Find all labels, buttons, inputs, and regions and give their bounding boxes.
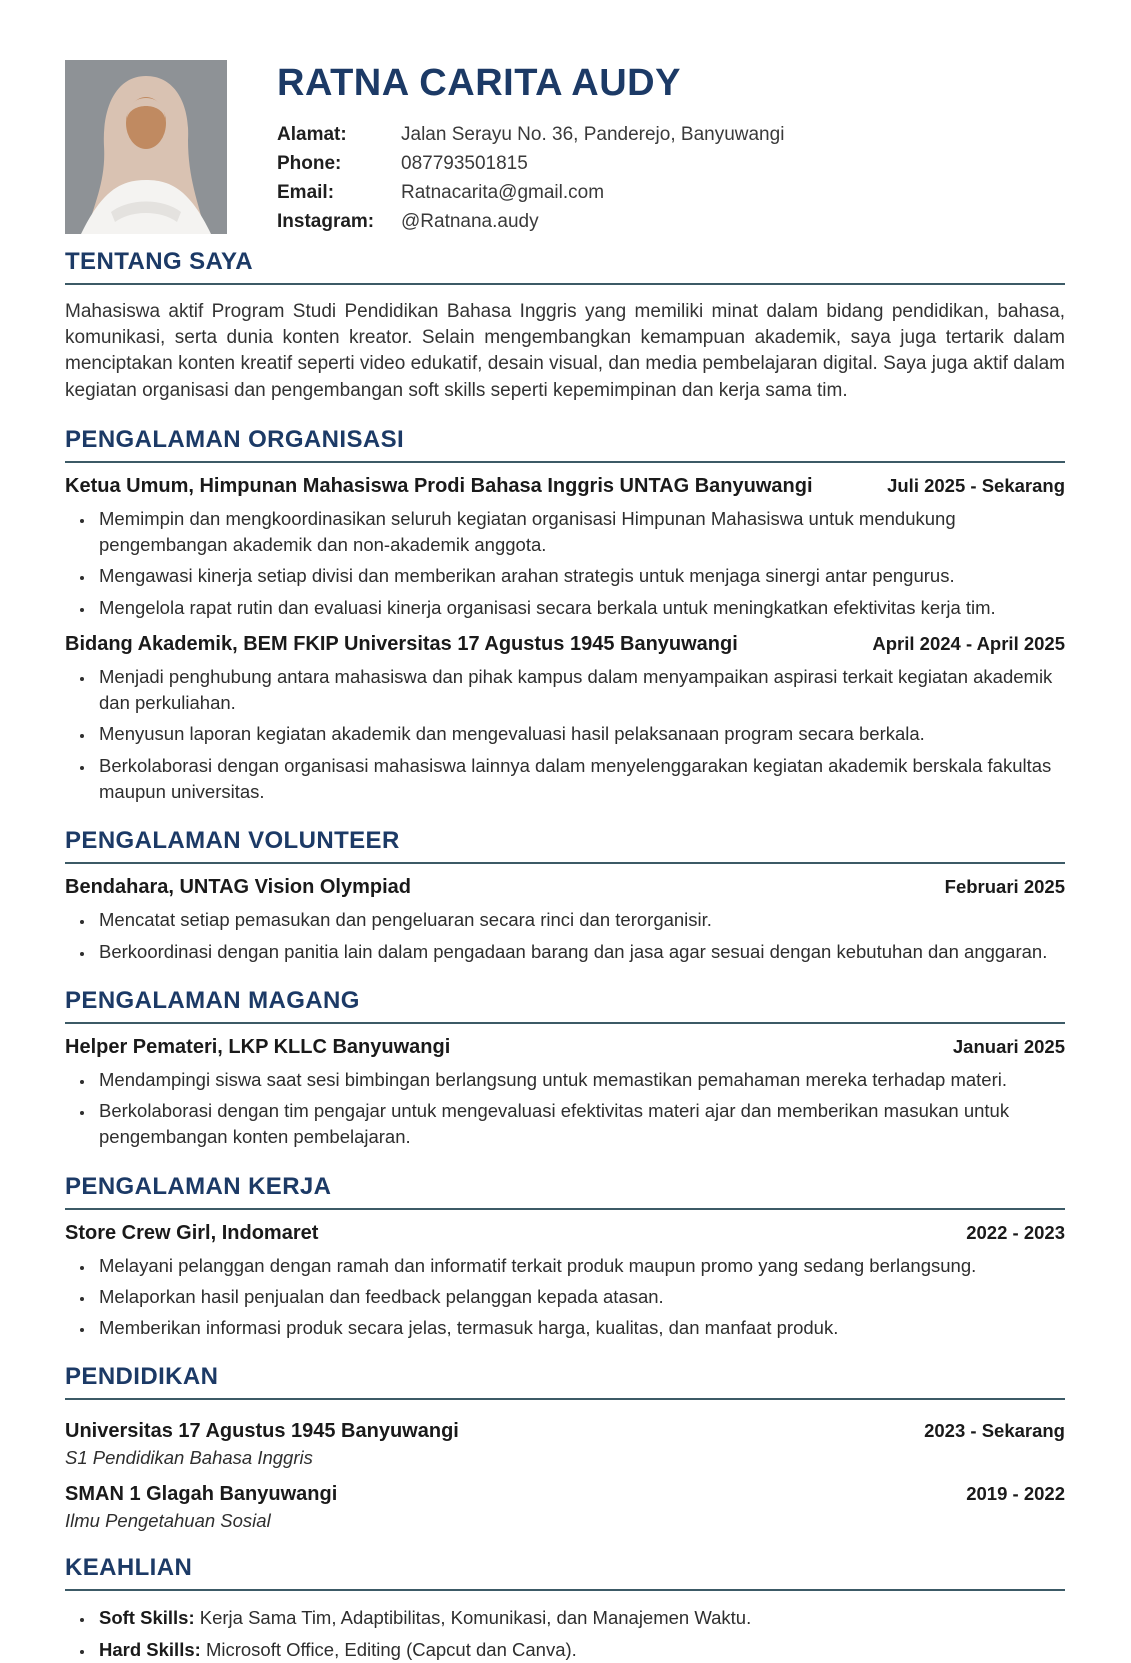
entry-date: Februari 2025 [944, 876, 1065, 898]
entry-header [65, 1036, 1065, 1059]
entry-role: Ketua Umum, Himpunan Mahasiswa Prodi Bahasa Inggris UNTAG Banyuwangi [65, 474, 813, 497]
header [65, 60, 1065, 234]
organisasi-entry [65, 633, 1065, 805]
entry-date: 2019 - 2022 [966, 1483, 1065, 1505]
section-divider [65, 283, 1065, 285]
bullet-item: • Menjadi penghubung antara mahasiswa dan pihak kampus dalam menyampaikan aspirasi terkait kegiatan akademik dan perkuliahan. [95, 664, 1065, 717]
section-pengalaman-kerja [65, 1173, 1065, 1342]
contact-value-phone: 087793501815 [401, 152, 528, 174]
section-pengalaman-magang [65, 987, 1065, 1151]
skills-list [65, 1605, 1065, 1663]
section-divider [65, 862, 1065, 864]
entry-date: Juli 2025 - Sekarang [887, 474, 1065, 496]
section-divider [65, 1589, 1065, 1591]
entry-role: Bendahara, UNTAG Vision Olympiad [65, 876, 411, 899]
bullet-item: • Mencatat setiap pemasukan dan pengeluaran secara rinci dan terorganisir. [95, 907, 1065, 933]
resume-page [65, 60, 1065, 1663]
section-divider [65, 1208, 1065, 1210]
school-name: SMAN 1 Glagah Banyuwangi [65, 1483, 338, 1506]
section-title-pengalaman-kerja: PENGALAMAN KERJA [65, 1172, 332, 1200]
skill-label: Soft Skills: [99, 1607, 195, 1629]
contact-info [277, 124, 1065, 233]
bullet-item: • Melaporkan hasil penjualan dan feedback pelanggan kepada atasan. [95, 1284, 1065, 1310]
entry-role: Bidang Akademik, BEM FKIP Universitas 17 Agustus 1945 Banyuwangi [65, 632, 738, 655]
bullet-item: • Berkoordinasi dengan panitia lain dalam pengadaan barang dan jasa agar sesuai dengan kebutuhan dan anggaran. [95, 939, 1065, 965]
school-name: Universitas 17 Agustus 1945 Banyuwangi [65, 1420, 459, 1443]
magang-entry [65, 1036, 1065, 1151]
entry-bullets [65, 907, 1065, 965]
volunteer-entry [65, 876, 1065, 965]
entry-header [65, 1483, 1065, 1506]
person-name: RATNA CARITA AUDY [277, 62, 681, 104]
entry-header [65, 876, 1065, 899]
skill-value: Kerja Sama Tim, Adaptibilitas, Komunikasi, dan Manajemen Waktu. [199, 1607, 752, 1629]
entry-role: Store Crew Girl, Indomaret [65, 1221, 319, 1244]
study-program: S1 Pendidikan Bahasa Inggris [65, 1447, 313, 1469]
bullet-item: • Melayani pelanggan dengan ramah dan informatif terkait produk maupun promo yang sedang berlangsung. [95, 1253, 1065, 1279]
section-title-tentang-saya: TENTANG SAYA [65, 248, 253, 275]
bullet-item: • Mengawasi kinerja setiap divisi dan memberikan arahan strategis untuk menjaga sinergi antar pengurus. [95, 563, 1065, 589]
about-paragraph: Mahasiswa aktif Program Studi Pendidikan Bahasa Inggris yang memiliki minat dalam bidang pendidikan, bahasa, komunikasi, serta dunia konten kreator. Selain mengembangkan kemampuan akademik, saya juga tertarik dalam menciptakan konten kreatif seperti video edukatif, desain visual, dan media pembelajaran digital. Saya juga aktif dalam kegiatan organisasi dan pengembangan soft skills seperti kepemimpinan dan kerja sama tim. [65, 301, 1065, 401]
entry-header [65, 633, 1065, 656]
section-divider [65, 1398, 1065, 1400]
section-title-pengalaman-magang: PENGALAMAN MAGANG [65, 986, 360, 1014]
contact-label-email: Email: [277, 181, 335, 203]
entry-bullets [65, 506, 1065, 621]
section-pendidikan [65, 1363, 1065, 1532]
section-keahlian [65, 1554, 1065, 1663]
contact-value-email: Ratnacarita@gmail.com [401, 181, 605, 203]
entry-date: Januari 2025 [952, 1035, 1065, 1057]
entry-header [65, 1420, 1065, 1443]
profile-photo [65, 60, 227, 234]
skill-value: Microsoft Office, Editing (Capcut dan Canva). [205, 1638, 577, 1660]
kerja-entry [65, 1222, 1065, 1342]
section-pengalaman-volunteer [65, 827, 1065, 965]
study-program: Ilmu Pengetahuan Sosial [65, 1510, 271, 1532]
entry-header [65, 1222, 1065, 1245]
contact-label-instagram: Instagram: [277, 210, 375, 232]
bullet-item: • Mengelola rapat rutin dan evaluasi kinerja organisasi secara berkala untuk meningkatkan efektivitas kerja tim. [95, 595, 1065, 621]
entry-header [65, 475, 1065, 498]
contact-label-phone: Phone: [277, 152, 342, 174]
section-title-pengalaman-volunteer: PENGALAMAN VOLUNTEER [65, 827, 400, 855]
contact-value-instagram: @Ratnana.audy [401, 210, 539, 232]
skill-item-hard [95, 1637, 1065, 1663]
bullet-item: • Memberikan informasi produk secara jelas, termasuk harga, kualitas, dan manfaat produk. [95, 1315, 1065, 1341]
entry-date: April 2024 - April 2025 [872, 632, 1065, 654]
entry-bullets [65, 664, 1065, 805]
bullet-item: • Berkolaborasi dengan tim pengajar untuk mengevaluasi efektivitas materi ajar dan memberikan masukan untuk pengembangan konten pembelajaran. [95, 1098, 1065, 1151]
organisasi-entry [65, 475, 1065, 621]
pendidikan-entry [65, 1420, 1065, 1469]
pendidikan-entry [65, 1483, 1065, 1532]
entry-bullets [65, 1253, 1065, 1342]
bullet-item: • Memimpin dan mengkoordinasikan seluruh kegiatan organisasi Himpunan Mahasiswa untuk mendukung pengembangan akademik dan non-akademik anggota. [95, 506, 1065, 559]
skill-item-soft [95, 1605, 1065, 1631]
bullet-item: • Menyusun laporan kegiatan akademik dan mengevaluasi hasil pelaksanaan program secara berkala. [95, 721, 1065, 747]
contact-value-alamat: Jalan Serayu No. 36, Panderejo, Banyuwangi [401, 123, 785, 145]
header-identity [277, 60, 1065, 233]
entry-role: Helper Pemateri, LKP KLLC Banyuwangi [65, 1035, 451, 1058]
section-tentang-saya [65, 248, 1065, 404]
section-title-keahlian: KEAHLIAN [65, 1554, 193, 1582]
skill-label: Hard Skills: [99, 1638, 201, 1660]
entry-date: 2022 - 2023 [966, 1221, 1065, 1243]
entry-bullets [65, 1067, 1065, 1151]
section-title-pendidikan: PENDIDIKAN [65, 1363, 219, 1391]
profile-photo-illustration [65, 60, 227, 234]
bullet-item: • Mendampingi siswa saat sesi bimbingan berlangsung untuk memastikan pemahaman mereka terhadap materi. [95, 1067, 1065, 1093]
section-title-pengalaman-organisasi: PENGALAMAN ORGANISASI [65, 425, 405, 453]
section-divider [65, 461, 1065, 463]
bullet-item: • Berkolaborasi dengan organisasi mahasiswa lainnya dalam menyelenggarakan kegiatan akademik berskala fakultas maupun universitas. [95, 753, 1065, 806]
section-divider [65, 1022, 1065, 1024]
entry-date: 2023 - Sekarang [924, 1420, 1065, 1442]
section-pengalaman-organisasi [65, 426, 1065, 805]
contact-label-alamat: Alamat: [277, 123, 347, 145]
